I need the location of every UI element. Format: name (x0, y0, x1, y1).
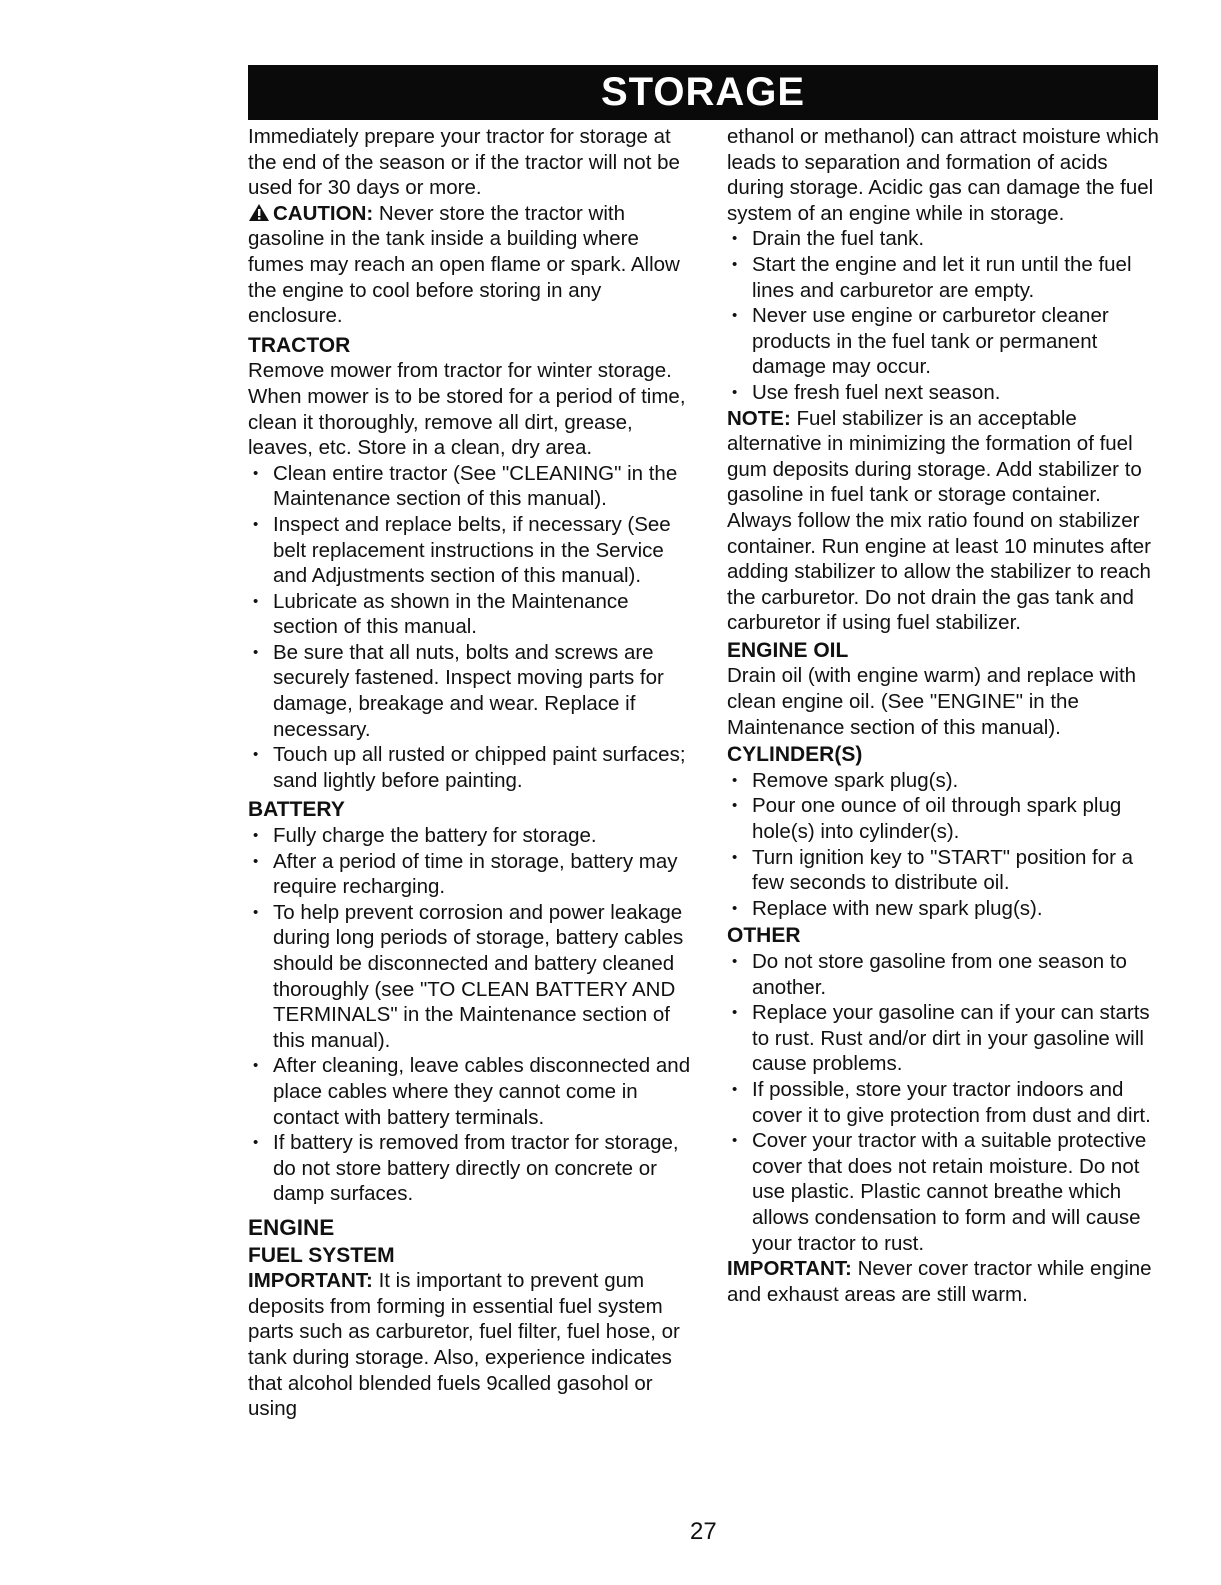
engine-heading: ENGINE (248, 1214, 335, 1240)
battery-list (248, 823, 693, 1207)
list-item: • After cleaning, leave cables disconnected and place cables where they cannot come in contact with battery terminals. (248, 1053, 693, 1130)
fuel-important-paragraph (248, 1268, 693, 1422)
fuel-continued-paragraph: ethanol or methanol) can attract moisture which leads to separation and formation of acids during storage. Acidic gas can damage the fuel system of an engine while in storage. (727, 125, 1159, 225)
list-item: • Never use engine or carburetor cleaner products in the fuel tank or permanent damage may occur. (727, 303, 1167, 380)
note-label: NOTE: (727, 406, 791, 430)
other-heading: OTHER (727, 924, 801, 948)
battery-heading: BATTERY (248, 798, 345, 822)
note-text: Fuel stabilizer is an acceptable alternative in minimizing the formation of fuel gum deposits during storage. Add stabilizer to gasoline in fuel tank or storage container. Always follow the mix ratio found on stabilizer container. Run engine at least 10 minutes after adding stabilizer to allow the stabilizer to reach the carburetor. Do not drain the gas tank and carburetor if using fuel stabilizer. (727, 406, 1151, 635)
right-column (727, 124, 1167, 1307)
list-item: • Be sure that all nuts, bolts and screws are securely fastened. Inspect moving parts for damage, breakage and wear. Replace if necessary. (248, 640, 693, 742)
fuel-list (727, 226, 1167, 405)
list-item: • Drain the fuel tank. (727, 226, 1167, 252)
list-item: • If possible, store your tractor indoors and cover it to give protection from dust and dirt. (727, 1077, 1167, 1128)
other-list (727, 949, 1167, 1256)
page-title: STORAGE (600, 70, 806, 114)
list-item: • Replace your gasoline can if your can starts to rust. Rust and/or dirt in your gasoline will cause problems. (727, 1000, 1167, 1077)
list-item: • Touch up all rusted or chipped paint surfaces; sand lightly before painting. (248, 742, 693, 793)
cylinders-list (727, 768, 1167, 922)
tractor-paragraph: Remove mower from tractor for winter storage. When mower is to be stored for a period of time, clean it thoroughly, remove all dirt, grease, leaves, etc. Store in a clean, dry area. (248, 359, 686, 460)
engine-oil-heading: ENGINE OIL (727, 638, 849, 662)
page-number: 27 (690, 1518, 717, 1545)
warning-triangle-icon (248, 203, 270, 222)
tractor-list (248, 461, 693, 794)
tractor-heading: TRACTOR (248, 333, 351, 357)
list-item: • Cover your tractor with a suitable protective cover that does not retain moisture. Do not use plastic. Plastic cannot breathe which allows condensation to form and will cause your tractor to rust. (727, 1128, 1167, 1256)
note-paragraph (727, 406, 1167, 636)
engine-oil-paragraph: Drain oil (with engine warm) and replace with clean engine oil. (See "ENGINE" in the Maintenance section of this manual). (727, 664, 1137, 739)
list-item: • Turn ignition key to "START" position for a few seconds to distribute oil. (727, 845, 1167, 896)
list-item: • After a period of time in storage, battery may require recharging. (248, 849, 693, 900)
list-item: • Clean entire tractor (See "CLEANING" in the Maintenance section of this manual). (248, 461, 693, 512)
final-important-paragraph (727, 1256, 1167, 1307)
caution-paragraph (248, 201, 693, 329)
fuel-system-heading: FUEL SYSTEM (248, 1243, 395, 1267)
important-text: It is important to prevent gum deposits from forming in essential fuel system parts such as carburetor, fuel filter, fuel hose, or tank during storage. Also, experience indicates that alcohol blended fuels 9called gasohol or using (248, 1269, 680, 1421)
list-item: • Fully charge the battery for storage. (248, 823, 693, 849)
list-item: • Use fresh fuel next season. (727, 380, 1167, 406)
section-banner (248, 65, 1158, 120)
caution-label: CAUTION: (273, 201, 374, 225)
list-item: • Replace with new spark plug(s). (727, 896, 1167, 922)
list-item: • Remove spark plug(s). (727, 768, 1167, 794)
cylinders-heading: CYLINDER(S) (727, 743, 863, 767)
list-item: • Pour one ounce of oil through spark plug hole(s) into cylinder(s). (727, 793, 1167, 844)
list-item: • If battery is removed from tractor for storage, do not store battery directly on concrete or damp surfaces. (248, 1130, 693, 1207)
list-item: • Do not store gasoline from one season to another. (727, 949, 1167, 1000)
list-item: • To help prevent corrosion and power leakage during long periods of storage, battery cables should be disconnected and battery cleaned thoroughly (see "TO CLEAN BATTERY AND TERMINALS" in the Maintenance section of this manual). (248, 900, 693, 1054)
important-text: Never cover tractor while engine and exhaust areas are still warm. (727, 1257, 1152, 1306)
list-item: • Inspect and replace belts, if necessary (See belt replacement instructions in the Service and Adjustments section of this manual). (248, 512, 693, 589)
caution-text: Never store the tractor with gasoline in the tank inside a building where fumes may reach an open flame or spark. Allow the engine to cool before storing in any enclosure. (248, 201, 680, 328)
list-item: • Start the engine and let it run until the fuel lines and carburetor are empty. (727, 252, 1167, 303)
intro-paragraph: Immediately prepare your tractor for storage at the end of the season or if the tractor will not be used for 30 days or more. (248, 125, 680, 200)
list-item: • Lubricate as shown in the Maintenance section of this manual. (248, 589, 693, 640)
left-column (248, 124, 693, 1422)
important-label: IMPORTANT: (727, 1257, 852, 1281)
important-label: IMPORTANT: (248, 1269, 373, 1293)
